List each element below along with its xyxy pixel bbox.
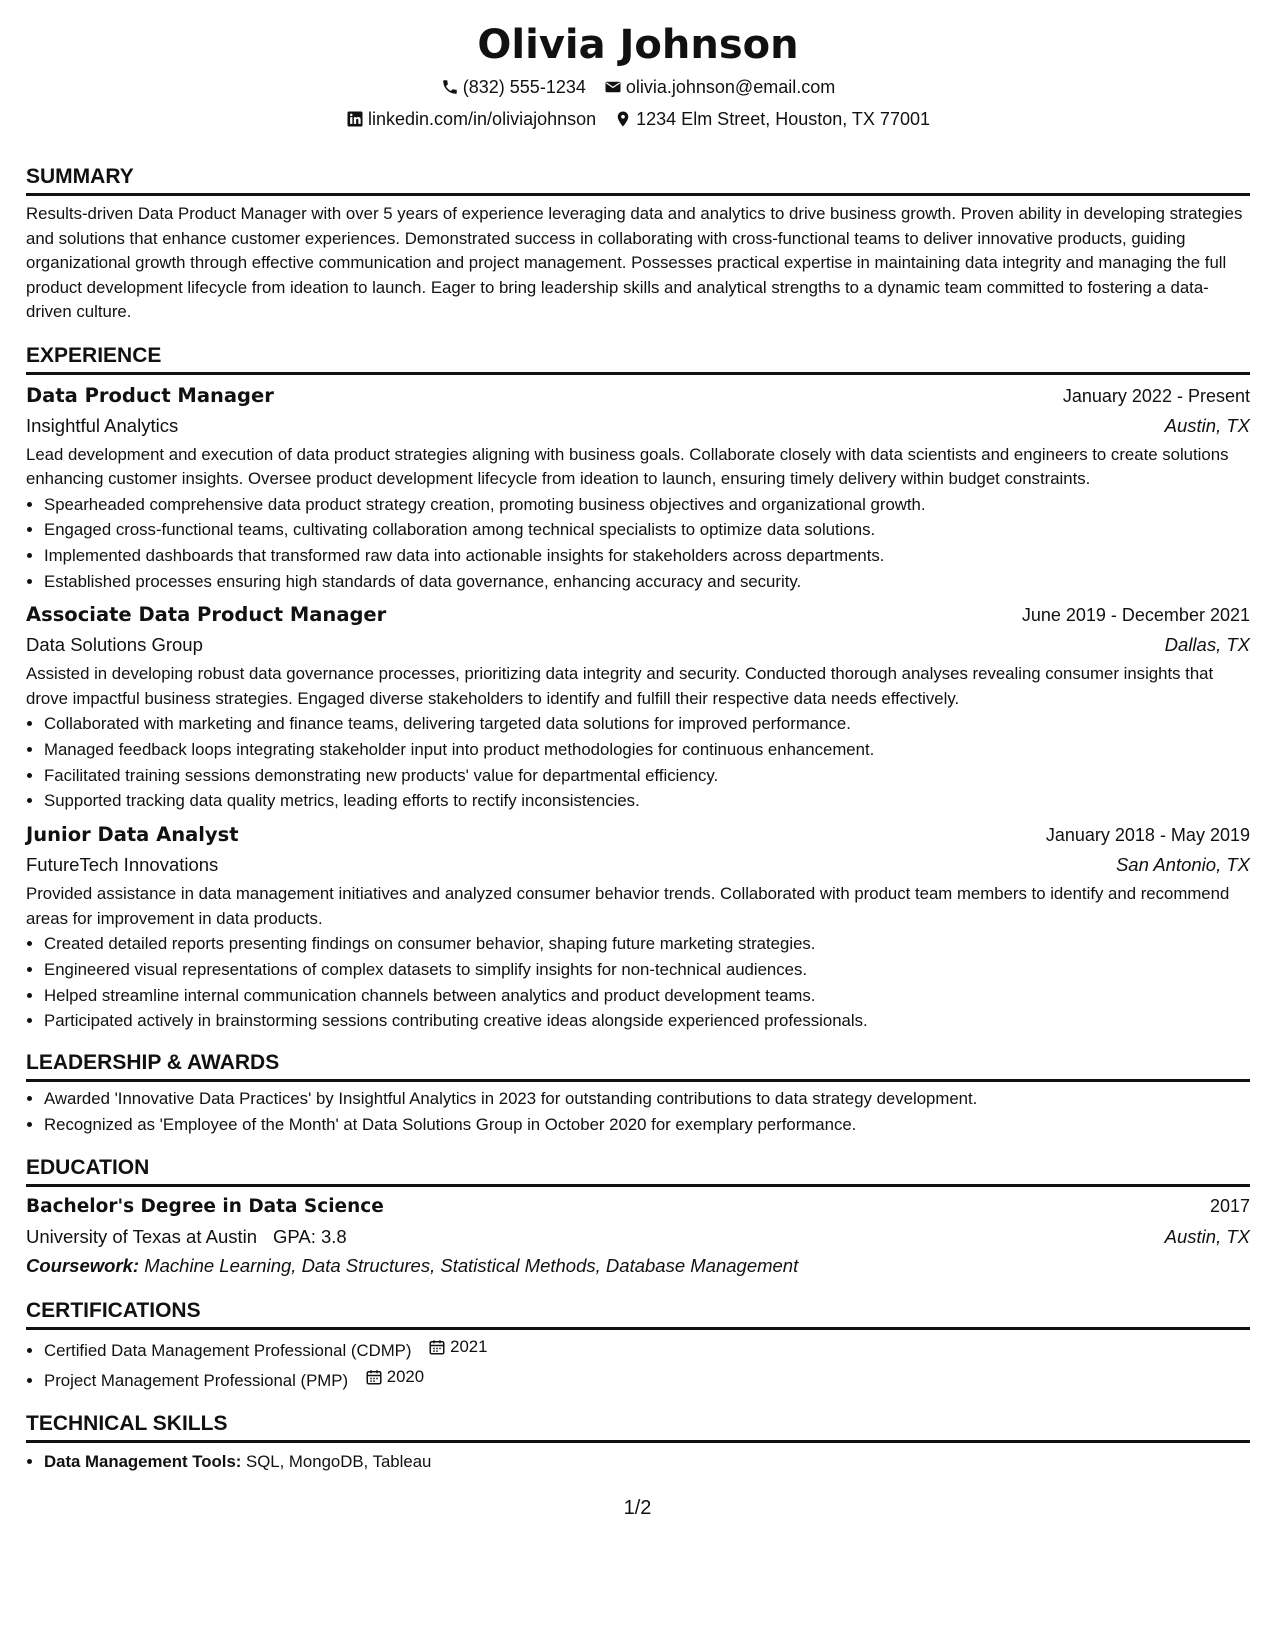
calendar-icon [428, 1338, 446, 1356]
list-item: • Participated actively in brainstorming sessions contributing creative ideas alongside experienced professionals. [44, 1008, 1250, 1034]
skills-list [26, 1449, 1250, 1475]
page-number: 1/2 [623, 1497, 652, 1519]
list-item [44, 1364, 1250, 1394]
list-item: • Awarded 'Innovative Data Practices' by Insightful Analytics in 2023 for outstanding contributions to data strategy development. [44, 1086, 1250, 1112]
job-title: Associate Data Product Manager [26, 603, 387, 627]
job-company-row [26, 411, 1250, 441]
experience-section [26, 335, 1250, 1034]
job-entry [26, 600, 1250, 814]
job-bullets [26, 931, 1250, 1034]
section-title-awards: LEADERSHIP & AWARDS [26, 1042, 1250, 1082]
contact-row-1 [26, 76, 1250, 98]
awards-section [26, 1042, 1250, 1137]
job-company: Insightful Analytics [26, 414, 179, 436]
certifications-section [26, 1290, 1250, 1393]
job-bullets [26, 492, 1250, 595]
contact-row-2 [26, 108, 1250, 130]
school-line [26, 1222, 347, 1252]
summary-section [26, 156, 1250, 325]
resume-page [26, 0, 1250, 1475]
list-item: • Established processes ensuring high standards of data governance, enhancing accuracy and security. [44, 569, 1250, 595]
list-item: • Created detailed reports presenting findings on consumer behavior, shaping future marketing strategies. [44, 931, 1250, 957]
skill-values: SQL, MongoDB, Tableau [246, 1452, 432, 1472]
cert-name: Project Management Professional (PMP) [44, 1370, 349, 1390]
linkedin-link[interactable]: linkedin.com/in/oliviajohnson [368, 109, 597, 129]
job-header-row [26, 381, 1250, 411]
job-dates: June 2019 - December 2021 [1021, 605, 1250, 626]
calendar-icon [365, 1368, 383, 1386]
job-dates: January 2022 - Present [1062, 385, 1250, 406]
list-item: • Facilitated training sessions demonstrating new products' value for departmental efficiency. [44, 763, 1250, 789]
list-item [44, 1334, 1250, 1364]
education-header-row [26, 1191, 1250, 1222]
skill-category: Data Management Tools: [44, 1452, 242, 1472]
linkedin-icon [346, 110, 364, 128]
gpa: GPA: 3.8 [273, 1226, 347, 1248]
education-school-row [26, 1222, 1250, 1252]
job-location: San Antonio, TX [1115, 854, 1250, 876]
cert-year: 2020 [386, 1366, 425, 1386]
cert-name: Certified Data Management Professional (CDMP) [44, 1341, 412, 1361]
coursework [26, 1252, 1250, 1280]
job-company-row [26, 630, 1250, 660]
email-link[interactable]: olivia.johnson@email.com [625, 77, 836, 97]
job-header-row [26, 600, 1250, 630]
list-item [44, 1449, 1250, 1475]
job-entry [26, 820, 1250, 1034]
awards-list [26, 1086, 1250, 1137]
section-title-certifications: CERTIFICATIONS [26, 1290, 1250, 1330]
degree-title: Bachelor's Degree in Data Science [26, 1196, 384, 1218]
job-location: Dallas, TX [1164, 634, 1250, 656]
job-company: FutureTech Innovations [26, 854, 219, 876]
list-item: • Helped streamline internal communication channels between analytics and product development teams. [44, 983, 1250, 1009]
phone-icon [441, 78, 459, 96]
address-contact [614, 108, 930, 130]
job-description: Provided assistance in data management initiatives and analyzed consumer behavior trends. Collaborated with product team members to identify and recommend areas for improvement in data products. [26, 884, 1230, 928]
phone-contact [441, 76, 586, 98]
cert-year-group [428, 1334, 487, 1360]
candidate-name: Olivia Johnson [477, 22, 799, 68]
phone-text[interactable]: (832) 555-1234 [462, 77, 586, 97]
address-text: 1234 Elm Street, Houston, TX 77001 [636, 109, 930, 129]
list-item: • Spearheaded comprehensive data product strategy creation, promoting business objectives and organizational growth. [44, 492, 1250, 518]
section-title-summary: SUMMARY [26, 156, 1250, 196]
cert-year-group [365, 1364, 424, 1390]
job-title: Junior Data Analyst [26, 823, 239, 847]
job-bullets [26, 711, 1250, 814]
summary-text: Results-driven Data Product Manager with over 5 years of experience leveraging data and analytics to drive business growth. Proven ability in developing strategies and solutions that enhance customer experiences. Demonstrated success in collaborating with cross-functional teams to deliver innovative products, guiding organizational growth through effective communication and project management. Possesses practical expertise in maintaining data integrity and managing the full product development lifecycle from ideation to launch. Eager to bring leadership skills and analytical strengths to a dynamic team committed to fostering a data-driven culture. [26, 204, 1243, 321]
coursework-list: Machine Learning, Data Structures, Statistical Methods, Database Management [144, 1255, 799, 1277]
list-item: • Recognized as 'Employee of the Month' at Data Solutions Group in October 2020 for exemplary performance. [44, 1112, 1250, 1138]
list-item: • Supported tracking data quality metrics, leading efforts to rectify inconsistencies. [44, 788, 1250, 814]
list-item: • Collaborated with marketing and finance teams, delivering targeted data solutions for improved performance. [44, 711, 1250, 737]
resume-header [26, 0, 1250, 130]
certifications-list [26, 1334, 1250, 1393]
section-title-experience: EXPERIENCE [26, 335, 1250, 375]
list-item: • Implemented dashboards that transformed raw data into actionable insights for stakeholders across departments. [44, 543, 1250, 569]
list-item: • Managed feedback loops integrating stakeholder input into product methodologies for continuous enhancement. [44, 737, 1250, 763]
job-dates: January 2018 - May 2019 [1045, 825, 1250, 846]
map-pin-icon [614, 110, 632, 128]
section-title-skills: TECHNICAL SKILLS [26, 1403, 1250, 1443]
school-name: University of Texas at Austin [26, 1226, 258, 1248]
linkedin-contact [346, 108, 596, 130]
job-company-row [26, 850, 1250, 880]
email-contact [604, 76, 835, 98]
cert-year: 2021 [450, 1337, 488, 1357]
skills-section [26, 1403, 1250, 1475]
job-location: Austin, TX [1164, 414, 1250, 436]
job-description: Assisted in developing robust data governance processes, prioritizing data integrity and security. Conducted thorough analyses revealing consumer insights that drove impactful business strategies. Engaged diverse stakeholders to identify and fulfill their respective data needs effectively. [26, 664, 1214, 708]
job-entry [26, 381, 1250, 595]
envelope-icon [604, 78, 622, 96]
job-company: Data Solutions Group [26, 634, 203, 656]
school-location: Austin, TX [1164, 1226, 1250, 1248]
graduation-year: 2017 [1209, 1196, 1250, 1217]
job-description: Lead development and execution of data product strategies aligning with business goals. Collaborate closely with data scientists and engineers to create solutions enhancing customer insights. Oversee product development lifecycle from ideation to launch, ensuring timely delivery within budget constraints. [26, 444, 1229, 488]
list-item: • Engaged cross-functional teams, cultivating collaboration among technical specialists to optimize data solutions. [44, 517, 1250, 543]
education-section [26, 1147, 1250, 1280]
list-item: • Engineered visual representations of complex datasets to simplify insights for non-technical audiences. [44, 957, 1250, 983]
job-title: Data Product Manager [26, 383, 274, 407]
job-header-row [26, 820, 1250, 850]
section-title-education: EDUCATION [26, 1147, 1250, 1187]
coursework-label: Coursework: [26, 1255, 140, 1277]
